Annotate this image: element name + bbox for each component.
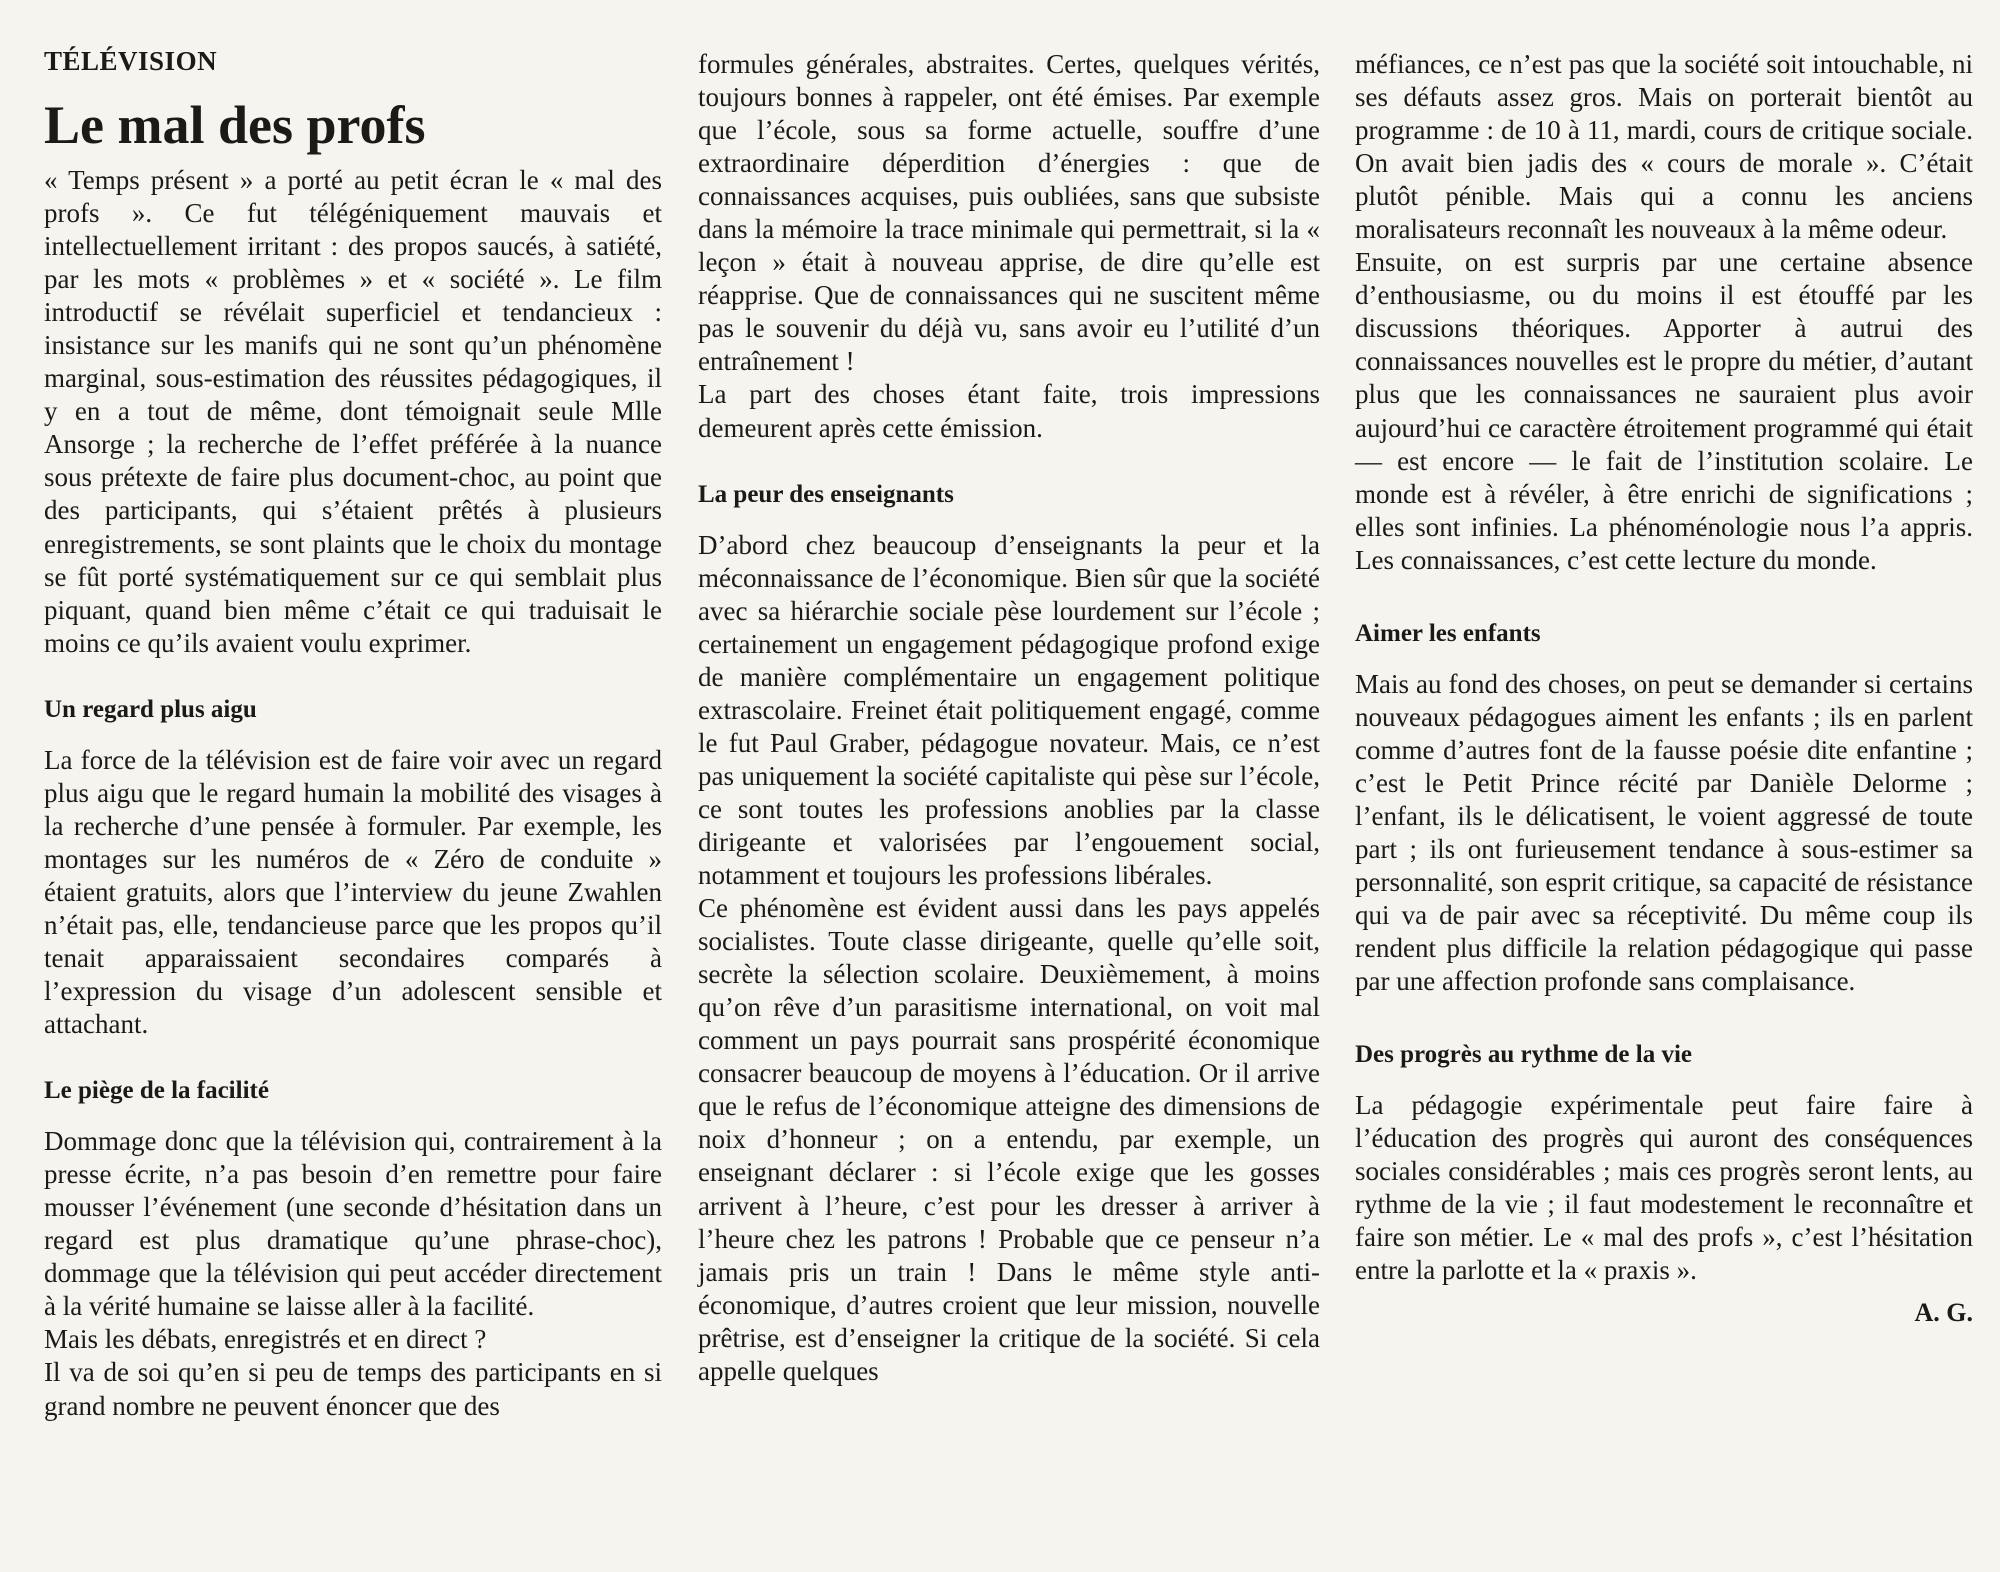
paragraph-aimer: Mais au fond des choses, on peut se demander si certains nouveaux pédagogues aiment les enfants ; ils en parlent comme d’autres font de la fausse poésie dite enfantine ; c’est le Petit Prince récité par Danièle Delorme ; l’enfant, ils le délicatisent, le voient aggressé de toute part ; ils ont furieusement tendance à sous-estimer sa personnalité, son esprit critique, sa capacité de résistance qui va de pair avec sa réceptivité. Du même coup ils rendent plus difficile la relation pédagogique qui passe par une affection profonde sans complaisance. xyxy=(1355,668,1973,997)
subheading-aimer: Aimer les enfants xyxy=(1355,619,1541,647)
subheading-peur: La peur des enseignants xyxy=(698,480,954,508)
paragraph-regard: La force de la télévision est de faire voir avec un regard plus aigu que le regard humain la mobilité des visages à la recherche d’une pensée à formuler. Par exemple, les montages sur les numéros de « Zéro de conduite » étaient gratuits, alors que l’interview du jeune Zwahlen n’était pas, elle, tendancieuse parce que les propos qu’il tenait apparaissaient secondaires comparés à l’expression du visage d’un adolescent sensible et attachant. xyxy=(44,744,662,1040)
column-2 xyxy=(698,48,1320,1388)
subheading-progres: Des progrès au rythme de la vie xyxy=(1355,1041,1692,1069)
paragraph-ensuite: Ensuite, on est surpris par une certaine absence d’enthousiasme, ou du moins il est étouffé par les discussions théoriques. Apporter à autrui des connaissances nouvelles est le propre du métier, d’autant plus que les connaissances ne sauraient plus avoir aujourd’hui ce caractère étroitement programmé qui était — est encore — le fait de l’institution scolaire. Le monde est à révéler, à être enrichi de significations ; elles sont infinies. La phénoménologie nous l’a appris. Les connaissances, c’est cette lecture du monde. xyxy=(1355,247,1973,575)
paragraph-piege-1: Dommage donc que la télévision qui, contrairement à la presse écrite, n’a pas besoin d’en remettre pour faire mousser l’événement (une seconde d’hésitation dans un regard est plus dramatique qu’une phrase-choc), dommage que la télévision qui peut accéder directement à la vérité humaine se laisse aller à la facilité. xyxy=(44,1126,662,1322)
paragraph-piege-3: Il va de soi qu’en si peu de temps des participants en si grand nombre ne peuvent énoncer que des xyxy=(44,1357,662,1421)
section-rubric: TÉLÉVISION xyxy=(44,46,218,76)
paragraph-progres: La pédagogie expérimentale peut faire faire à l’éducation des progrès qui auront des conséquences sociales considérables ; mais ces progrès seront lents, au rythme de la vie ; il faut modestement le reconnaître et faire son métier. Le « mal des profs », c’est l’hésitation entre la parlotte et la « praxis ». xyxy=(1355,1090,1973,1286)
column-1 xyxy=(44,44,662,1423)
paragraph-peur-1: D’abord chez beaucoup d’enseignants la peur et la méconnaissance de l’économique. Bien sûr que la société avec sa hiérarchie sociale pèse lourdement sur l’école ; certainement un engagement pédagogique profond exige de manière complémentaire un engagement politique extrascolaire. Freinet était politiquement engagé, comme le fut Paul Graber, pédagogue novateur. Mais, ce n’est pas uniquement la société capitaliste qui pèse sur l’école, ce sont toutes les professions anoblies par la classe dirigeante et valorisées par l’engouement social, notamment et toujours les professions libérales. xyxy=(698,529,1320,891)
paragraph-continuation-2: formules générales, abstraites. Certes, quelques vérités, toujours bonnes à rappeler, ont été émises. Par exemple que l’école, sous sa forme actuelle, souffre d’une extraordinaire déperdition d’énergies : que de connaissances acquises, puis oubliées, sans que subsiste dans la mémoire la trace minimale qui permettrait, si la « leçon » était à nouveau apprise, de dire qu’elle est réapprise. Que de connaissances qui ne suscitent même pas le souvenir du déjà vu, sans avoir eu l’utilité d’un entraînement ! xyxy=(698,49,1320,377)
intro-paragraph: « Temps présent » a porté au petit écran le « mal des profs ». Ce fut télégéniquement mauvais et intellectuellement irritant : des propos saucés, à satiété, par les mots « problèmes » et « société ». Le film introductif se révélait superficiel et tendancieux : insistance sur les manifs qui ne sont qu’un phénomène marginal, sous-estimation des réussites pédagogiques, il y en a tout de même, dont témoignait seule Mlle Ansorge ; la recherche de l’effet préférée à la nuance sous prétexte de faire plus document-choc, au point que des participants, qui s’étaient prêtés à plusieurs enregistrements, se sont plaints que le choix du montage se fût porté systématiquement sur ce qui semblait plus piquant, quand bien même c’était ce qui traduisait le moins ce qu’ils avaient voulu exprimer. xyxy=(44,165,662,658)
paragraph-peur-2: Ce phénomène est évident aussi dans les pays appelés socialistes. Toute classe dirigeante, quelle qu’elle soit, secrète la sélection scolaire. Deuxièmement, à moins qu’on rêve d’un parasitisme international, on voit mal comment un pays pourrait sans prospérité économique consacrer beaucoup de moyens à l’éducation. Or il arrive que le refus de l’économique atteigne des dimensions de noix d’honneur ; on a entendu, par exemple, un enseignant déclarer : si l’école exige que les gosses arrivent à l’heure, c’est pour les dresser à arriver à l’heure chez les patrons ! Probable que ce penseur n’a jamais pris un train ! Dans le même style anti-économique, d’autres croient que leur mission, nouvelle prêtrise, est d’enseigner la critique de la société. Si cela appelle quelques xyxy=(698,893,1320,1386)
paragraph-continuation-3: méfiances, ce n’est pas que la société soit intouchable, ni ses défauts assez gros. Mais on porterait bientôt au programme : de 10 à 11, mardi, cours de critique sociale. On avait bien jadis des « cours de morale ». C’était plutôt pénible. Mais qui a connu les anciens moralisateurs reconnaît les nouveaux à la même odeur. xyxy=(1355,49,1973,245)
author-signature: A. G. xyxy=(1914,1297,1973,1327)
subheading-regard: Un regard plus aigu xyxy=(44,695,257,723)
paragraph-part: La part des choses étant faite, trois impressions demeurent après cette émission. xyxy=(698,379,1320,443)
article-title: Le mal des profs xyxy=(44,95,426,155)
paragraph-piege-2: Mais les débats, enregistrés et en direct ? xyxy=(44,1324,487,1355)
subheading-piege: Le piège de la facilité xyxy=(44,1077,269,1105)
column-3 xyxy=(1355,48,1973,1329)
